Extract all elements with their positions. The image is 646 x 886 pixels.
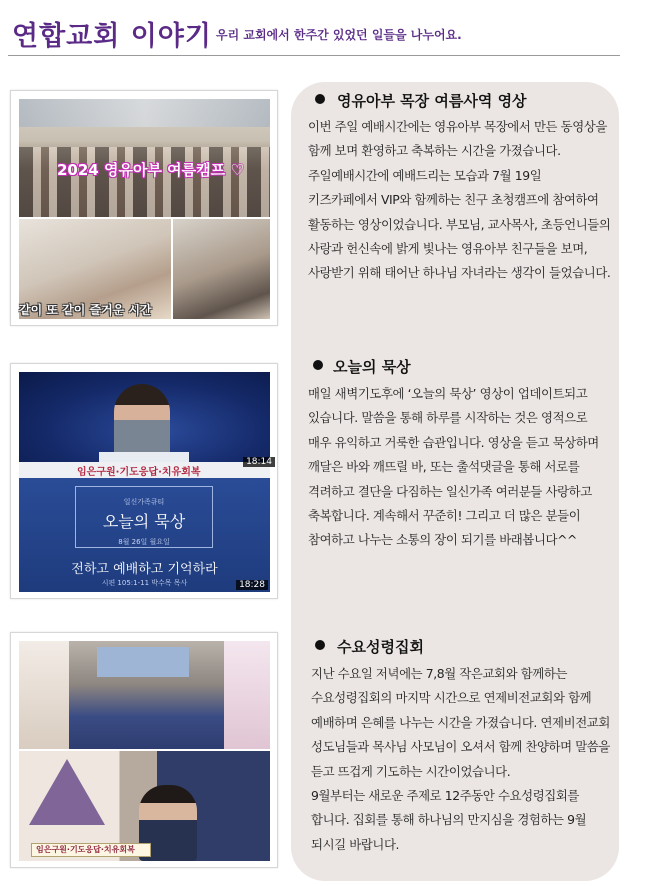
video-timestamp: 18:28 <box>236 580 268 590</box>
section-body: 매일 새벽기도후에 ‘오늘의 묵상’ 영상이 업데이트되고 있습니다. 말씀을 통해 하루를 시작하는 것은 영적으로 매우 유익하고 거룩한 습관입니다. 영상을 듣고 묵상하며 깨달은 바와 깨뜨릴 바, 또는 출석댓글을 통해 서로를 격려하고 결단을 다짐하는 일신가족 여러분들 사랑하고 축복합니다. 계속해서 꾸준히! 그리고 더 많은 분들이 참여하고 나누는 소통의 장이 되기를 바래봅니다^^ <box>308 386 599 548</box>
strip-text: 임은구원·기도응답·치유회복 <box>36 845 135 854</box>
group-photo <box>19 99 270 217</box>
slide-motto: 전하고 예배하고 기억하라 <box>71 562 218 577</box>
side-banner-right <box>224 641 270 749</box>
section-body: 지난 수요일 저녁에는 7,8월 작은교회와 함께하는 수요성령집회의 마지막 시간으로 연제비전교회와 함께 예배하며 은혜를 나누는 시간을 가졌습니다. 연제비전교회 성도님들과 목사님 사모님이 오셔서 함께 찬양하며 말씀을 듣고 뜨겁게 기도하는 시간이었습니다. <box>311 666 610 779</box>
kids-cafe-photo <box>173 219 270 319</box>
news-section <box>291 356 619 553</box>
lower-third-strip <box>19 462 270 478</box>
worship-stage-photo <box>19 641 270 749</box>
header-divider <box>8 55 620 56</box>
page-title: 연합교회 이야기 <box>12 21 212 52</box>
page-header <box>0 0 646 58</box>
lectern-strip <box>31 843 151 857</box>
section-heading: 영유아부 목장 여름사역 영상 <box>291 90 619 111</box>
group-people <box>19 147 270 217</box>
photo-caption: 2024 영유아부 여름캠프 ♡ <box>57 161 244 179</box>
photo-overlay-text: 같이 또 같이 즐거운 시간 <box>19 303 152 317</box>
news-section <box>291 636 619 857</box>
series-label: 일신가족큐티 <box>123 498 165 506</box>
news-section <box>291 90 619 286</box>
video-timestamp: 18:14 <box>243 457 275 467</box>
stage-screen <box>97 647 189 677</box>
decoration-banner <box>19 99 270 127</box>
preacher-photo <box>19 751 270 861</box>
bullet-icon <box>315 94 325 104</box>
photo-card-wednesday-service <box>10 632 278 868</box>
section-body-continued: 9월부터는 새로운 주제로 12주동안 수요성령집회를 합니다. 집회를 통해 하나님의 만지심을 경험하는 9월 되시길 바랍니다. <box>311 788 587 852</box>
meditation-title-slide <box>19 478 270 592</box>
bullet-icon <box>315 640 325 650</box>
side-banner-left <box>19 641 69 749</box>
section-body: 이번 주일 예배시간에는 영유아부 목장에서 만든 동영상을 함께 보며 환영하고 축복하는 시간을 가졌습니다. 주일예배시간에 예배드리는 모습과 7월 19일 키즈카페에서 VIP와 함께하는 친구 초청캠프에 참여하여 활동하는 영상이었습니다. 부모님, 교사목사, 초등언니들의 사랑과 헌신속에 밝게 빛나는 영유아부 친구들을 보며, 사랑받기 위해 태어난 하나님 자녀라는 생각이 들었습니다. <box>308 119 611 281</box>
triangle-banner <box>29 759 105 825</box>
slide-title: 오늘의 묵상 <box>102 512 186 531</box>
page-subtitle: 우리 교회에서 한주간 있었던 일들을 나누어요. <box>216 28 462 42</box>
title-frame <box>75 486 213 548</box>
section-heading: 수요성령집회 <box>291 636 619 657</box>
slide-date: 8월 26일 월요일 <box>118 538 170 546</box>
section-heading: 오늘의 묵상 <box>291 356 619 377</box>
slide-reference: 시편 105:1-11 박수목 목사 <box>101 579 188 587</box>
photo-card-summer-camp <box>10 90 278 326</box>
bullet-icon <box>313 360 323 370</box>
photo-card-meditation <box>10 363 278 599</box>
strip-text: 임은구원·기도응답·치유회복 <box>77 467 201 478</box>
